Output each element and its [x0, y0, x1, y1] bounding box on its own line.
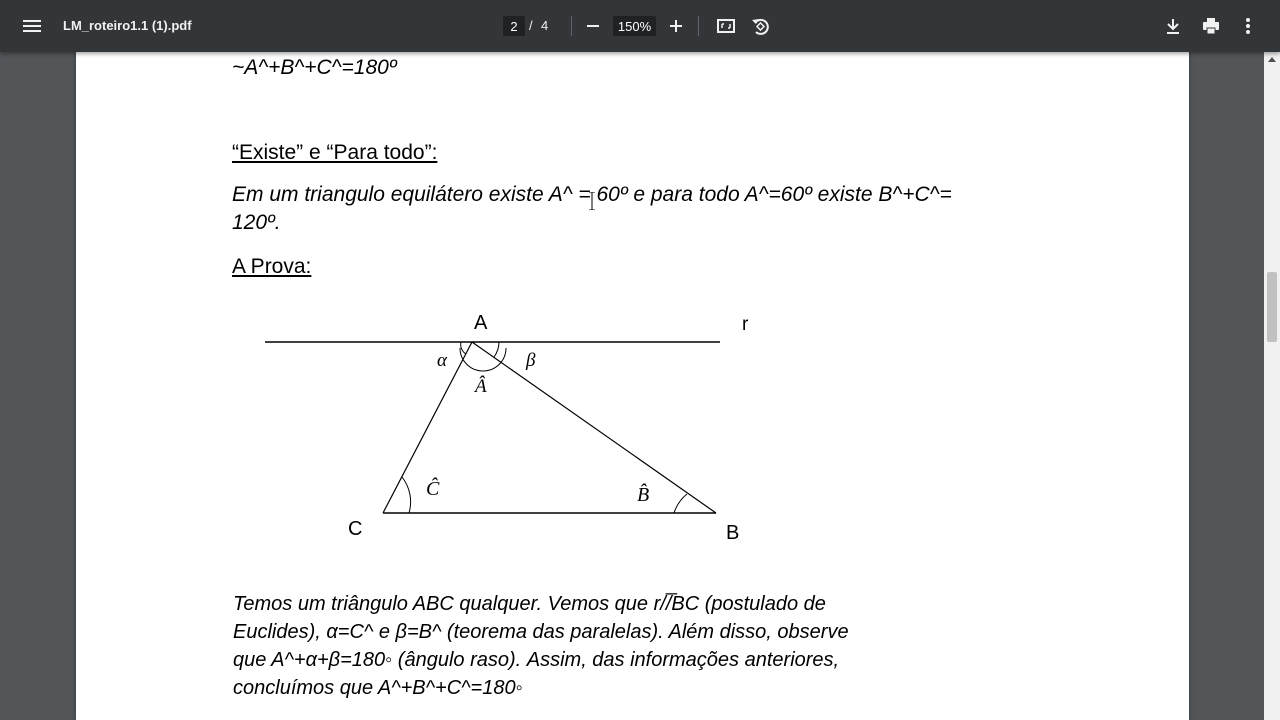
angle-sum-formula: ~A^+B^+C^=180º [232, 56, 397, 79]
file-name: LM_roteiro1.1 (1).pdf [63, 18, 192, 33]
print-icon [1199, 14, 1223, 38]
paragraph-proof-line: Temos um triângulo ABC qualquer. Vemos que r//̅BC (postulado de [233, 593, 826, 615]
side-ab [472, 342, 716, 513]
toolbar-divider [571, 16, 572, 36]
more-icon [1236, 14, 1260, 38]
print-button[interactable] [1199, 14, 1223, 38]
rotate-button[interactable] [748, 14, 772, 38]
line-label-r: r [742, 314, 749, 335]
zoom-out-icon [581, 14, 605, 38]
scrollbar-thumb[interactable] [1267, 272, 1277, 342]
vertex-label-a: A [474, 312, 488, 334]
angle-arc-alpha [461, 342, 466, 354]
zoom-out-button[interactable] [581, 14, 605, 38]
page-number-input[interactable] [503, 16, 525, 36]
page-total: 4 [541, 18, 549, 33]
fit-page-icon [714, 14, 738, 38]
angle-label-a-hat: Â [475, 376, 487, 397]
download-button[interactable] [1161, 14, 1185, 38]
vertical-scrollbar[interactable] [1264, 52, 1280, 720]
vertex-label-c: C [348, 518, 363, 540]
fit-page-button[interactable] [714, 14, 738, 38]
angle-label-beta: β [526, 350, 536, 371]
rotate-icon [748, 14, 772, 38]
page-separator: / [529, 18, 533, 33]
zoom-input[interactable] [613, 16, 656, 36]
heading-proof: A Prova: [232, 255, 312, 278]
paragraph-proof-line: Euclides), α=C^ e β=B^ (teorema das paralelas). Além disso, observe [233, 621, 849, 643]
vertex-label-b: B [726, 522, 740, 544]
angle-arc-beta [494, 342, 499, 357]
scroll-up-icon[interactable] [1268, 57, 1276, 62]
angle-label-alpha: α [437, 350, 447, 371]
angle-label-b-hat: B̂ [637, 484, 650, 506]
paragraph-proof-line: que A^+α+β=180◦ (ângulo raso). Assim, das informações anteriores, [233, 649, 840, 671]
menu-icon[interactable] [20, 14, 44, 38]
angle-arc-c [402, 477, 411, 513]
heading-exists-for-all: “Existe” e “Para todo”: [232, 141, 438, 164]
pdf-toolbar [0, 0, 1280, 52]
paragraph-exists-line-1: Em um triangulo equilátero existe A^ = 60º e para todo A^=60º existe B^+C^= [232, 183, 952, 206]
angle-label-c-hat: Ĉ [426, 478, 440, 500]
paragraph-proof [233, 590, 849, 702]
paragraph-exists-line-2: 120º. [232, 211, 281, 234]
toolbar-divider [698, 16, 699, 36]
zoom-in-button[interactable] [664, 14, 688, 38]
zoom-in-icon [664, 14, 688, 38]
pdf-page [76, 52, 1189, 720]
angle-arc-b [674, 494, 687, 513]
paragraph-proof-line: concluímos que A^+B^+C^=180◦ [233, 677, 523, 699]
more-options-button[interactable] [1236, 14, 1260, 38]
download-icon [1161, 14, 1185, 38]
